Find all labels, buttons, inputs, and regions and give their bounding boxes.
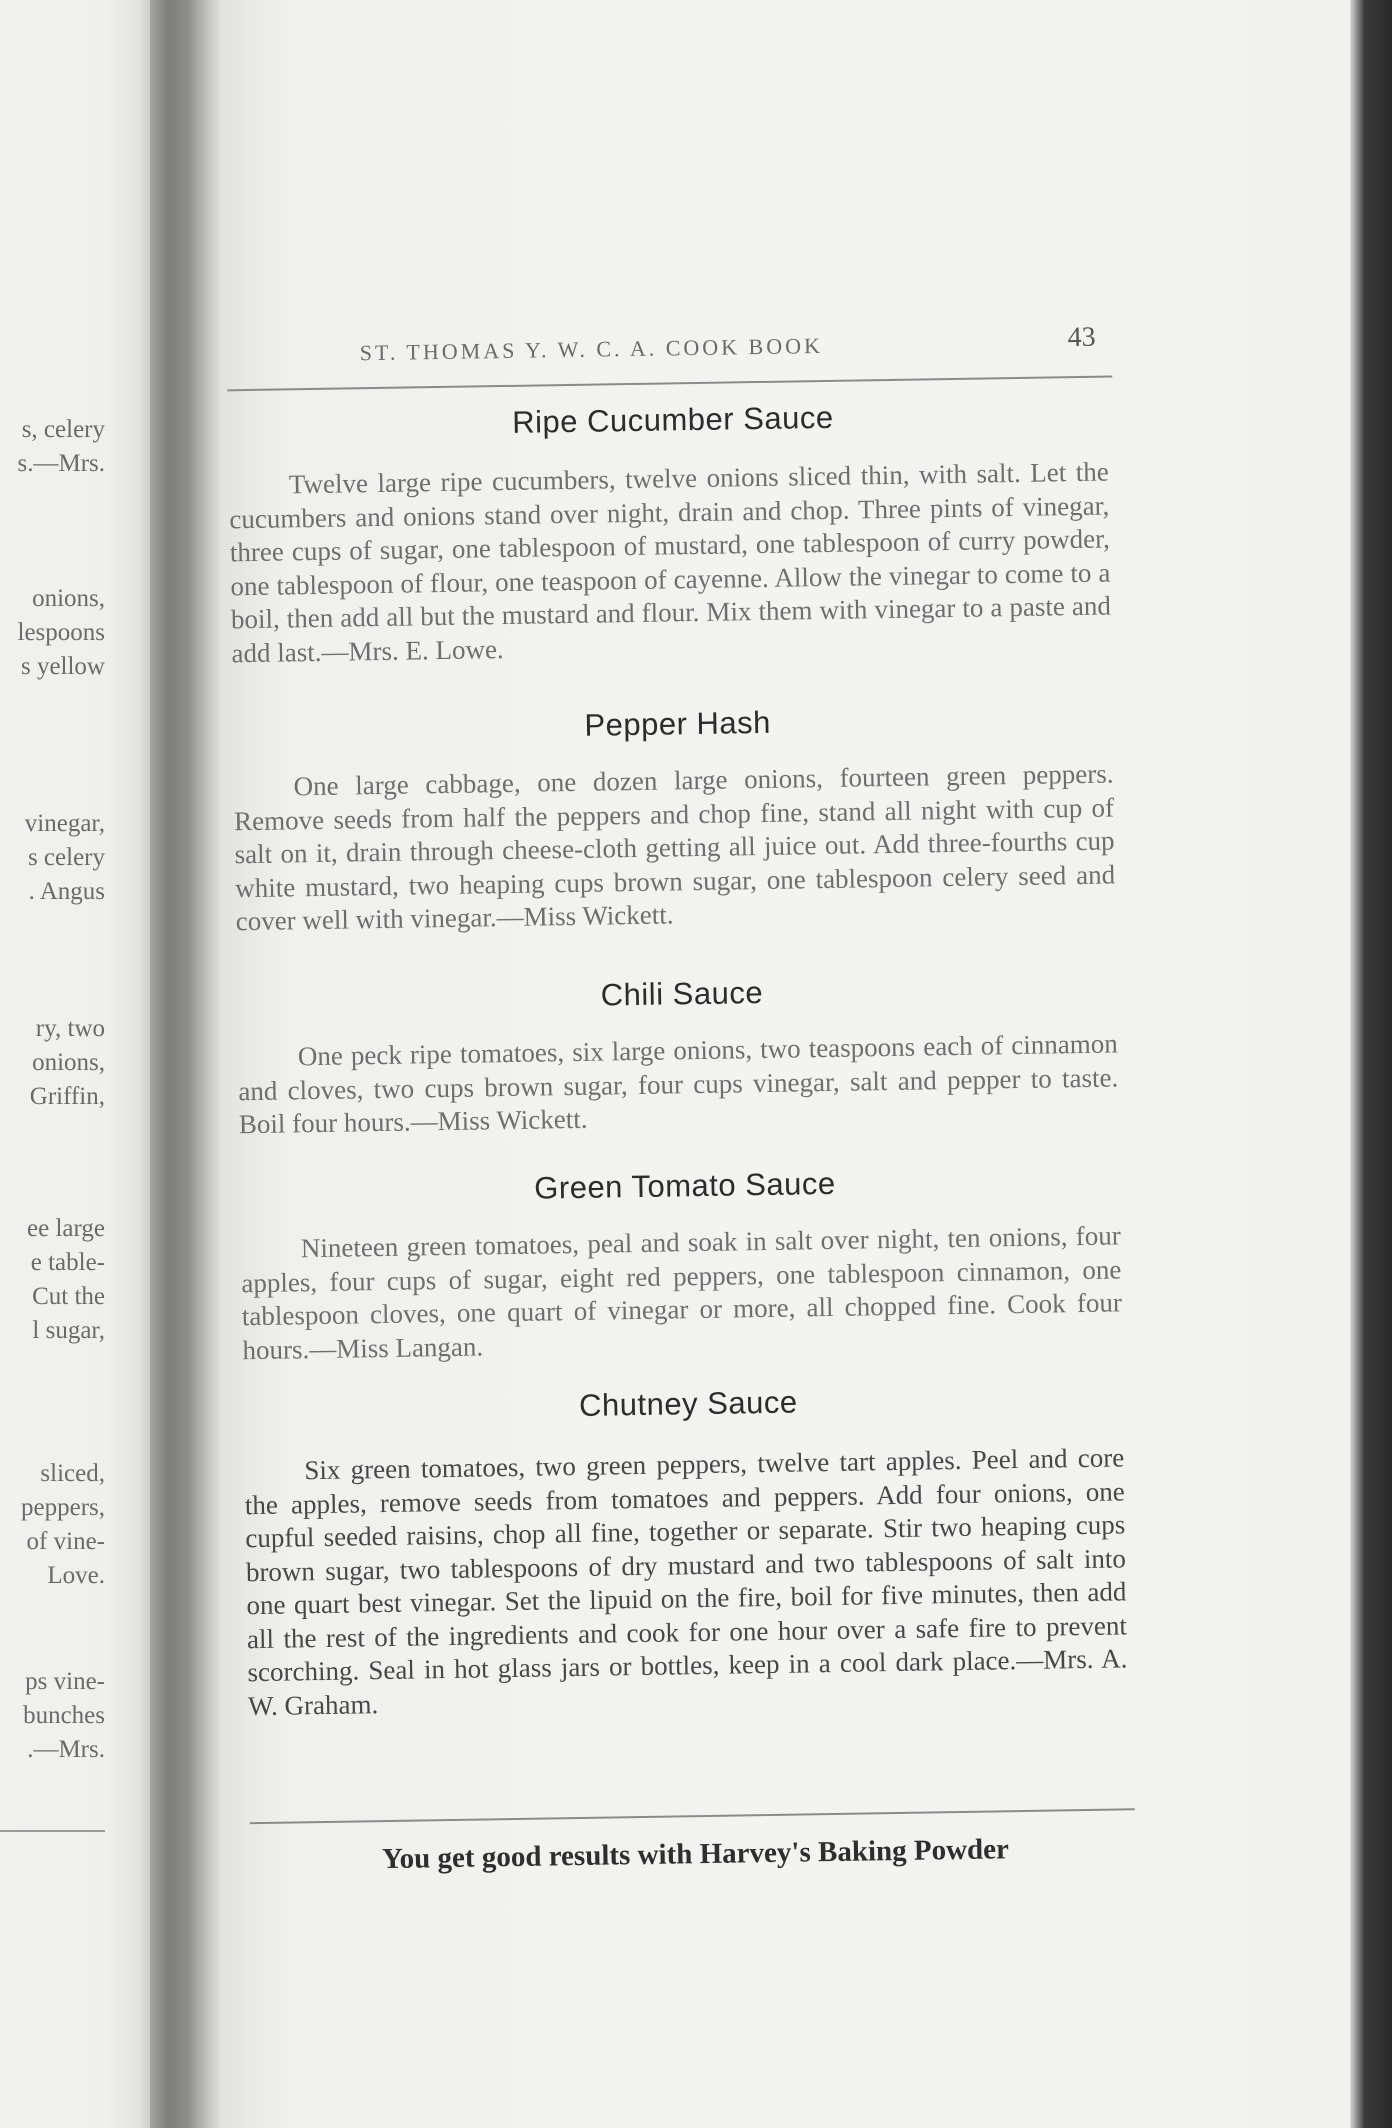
left-page-fragment: peppers, bbox=[21, 1494, 105, 1521]
left-page-fragment: .—Mrs. bbox=[27, 1736, 105, 1763]
left-page-fragment: s yellow bbox=[20, 653, 105, 680]
left-page-fragment: onions, bbox=[32, 1049, 105, 1076]
recipe-body-chutney-sauce: Six green tomatoes, two green peppers, twelve tart apples. Peel and core the apples, remove seeds from tomatoes and peppers. Add four onions, one cupful seeded raisins, chop all fine, together or separate. Stir two heaping cups brown sugar, two tablespoons of dry mustard and two tablespoons of salt into one quart best vinegar. Set the lipuid on the fire, boil for five minutes, then add all the rest of the ingredients and cook for one hour over a safe fire to prevent scorching. Seal in hot glass jars or bottles, keep in a cool dark place.—Mrs. A. W. Graham. bbox=[244, 1442, 1128, 1721]
recipe-title-ripe-cucumber-sauce: Ripe Cucumber Sauce bbox=[511, 399, 834, 440]
left-page-fragment: sliced, bbox=[40, 1460, 105, 1487]
left-page-fragment: bunches bbox=[23, 1702, 105, 1729]
left-page-fragment: s.—Mrs. bbox=[17, 450, 105, 477]
left-page-fragment: s celery bbox=[27, 844, 105, 871]
recipe-body-green-tomato-sauce: Nineteen green tomatoes, peal and soak in salt over night, ten onions, four apples, four cups of sugar, eight red peppers, one tablespoon cinnamon, one tablespoon cloves, one quart of vinegar or more, all chopped fine. Cook four hours.—Miss Langan. bbox=[241, 1220, 1123, 1365]
page-number: 43 bbox=[1067, 321, 1096, 354]
left-page-fragment: lespoons bbox=[17, 619, 105, 646]
recipe-title-pepper-hash: Pepper Hash bbox=[584, 704, 772, 743]
left-page-fragment: Griffin, bbox=[29, 1083, 105, 1110]
left-page-fragment: ps vine- bbox=[25, 1668, 105, 1695]
running-head: ST. THOMAS Y. W. C. A. COOK BOOK bbox=[359, 332, 824, 366]
footer-rule bbox=[250, 1808, 1135, 1824]
recipe-body-ripe-cucumber-sauce: Twelve large ripe cucumbers, twelve onions sliced thin, with salt. Let the cucumbers and onions stand over night, drain and chop. Three pints of vinegar, three cups of sugar, one tablespoon of mustard, one tablespoon of curry powder, one tablespoon of flour, one teaspoon of cayenne. Allow the vinegar to come to a boil, then add all but the mustard and flour. Mix them with vinegar to a paste and add last.—Mrs. E. Lowe. bbox=[229, 456, 1112, 668]
left-page-fragment: . Angus bbox=[28, 878, 105, 905]
left-page-fragment: s, celery bbox=[21, 416, 105, 443]
left-page-fragment: Love. bbox=[47, 1562, 105, 1589]
recipe-body-pepper-hash: One large cabbage, one dozen large onions, fourteen green peppers. Remove seeds from half the peppers and chop fine, stand all night with cup of salt on it, drain through cheese-cloth getting all juice out. Add three-fourths cup white mustard, two heaping cups brown sugar, one tablespoon celery seed and cover well with vinegar.—Miss Wickett. bbox=[233, 758, 1116, 937]
left-page-fragment: Cut the bbox=[32, 1283, 105, 1310]
footer-advertisement: You get good results with Harvey's Baking Powder bbox=[381, 1833, 1010, 1876]
header-rule bbox=[227, 375, 1112, 391]
recipe-title-chutney-sauce: Chutney Sauce bbox=[578, 1384, 798, 1423]
left-page-fragment: vinegar, bbox=[24, 810, 105, 837]
left-page-fragment: ry, two bbox=[35, 1015, 105, 1042]
recipe-title-green-tomato-sauce: Green Tomato Sauce bbox=[533, 1165, 836, 1206]
recipe-body-chili-sauce: One peck ripe tomatoes, six large onions, two teaspoons each of cinnamon and cloves, two cups brown sugar, four cups vinegar, salt and pepper to taste. Boil four hours.—Miss Wickett. bbox=[238, 1028, 1119, 1140]
left-page-fragment: of vine- bbox=[26, 1528, 105, 1555]
left-page-fragment: onions, bbox=[32, 585, 105, 612]
recipe-title-chili-sauce: Chili Sauce bbox=[600, 975, 764, 1013]
left-page-fragment: ee large bbox=[27, 1215, 105, 1242]
left-page-fragment: e table- bbox=[30, 1249, 105, 1276]
left-page-fragment: l sugar, bbox=[32, 1317, 105, 1344]
